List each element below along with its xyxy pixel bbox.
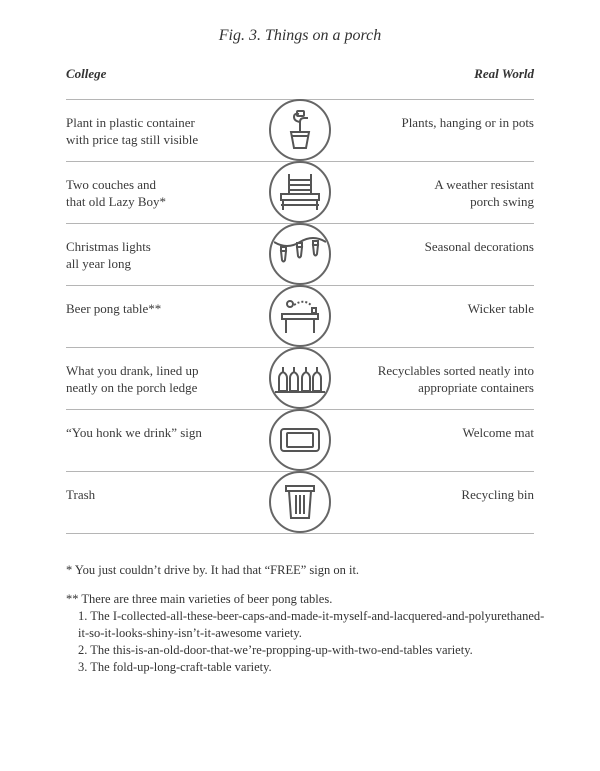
- beer-pong-varieties-list: [66, 608, 546, 676]
- porch-swing-icon: [269, 161, 331, 223]
- mat-icon: [269, 409, 331, 471]
- real-world-item: Seasonal decorations: [424, 239, 534, 254]
- college-item: What you drank, lined up neatly on the porch ledge: [66, 363, 199, 395]
- table-row: [66, 99, 534, 161]
- college-item: “You honk we drink” sign: [66, 425, 202, 440]
- real-world-item: Plants, hanging or in pots: [401, 115, 534, 130]
- college-item: Beer pong table**: [66, 301, 162, 316]
- footnote-2: ** There are three main varieties of beer pong tables.: [66, 592, 333, 606]
- real-world-item: Welcome mat: [462, 425, 534, 440]
- table-row: [66, 285, 534, 347]
- table-row: [66, 409, 534, 471]
- column-header-real-world: Real World: [474, 66, 534, 81]
- table-row: [66, 471, 534, 534]
- bottles-icon: [269, 347, 331, 409]
- real-world-item: Recyclables sorted neatly into appropriate containers: [377, 363, 534, 395]
- footnote-1: * You just couldn’t drive by. It had that “FREE” sign on it.: [66, 563, 360, 577]
- table-row: [66, 161, 534, 223]
- list-item: 1. The I-collected-all-these-beer-caps-and-made-it-myself-and-lacquered-and-polyurethaned-it-so-it-looks-shiny-isn’t-it-awesome variety.: [78, 609, 545, 640]
- figure-title: Fig. 3. Things on a porch: [218, 27, 382, 44]
- table-row: [66, 347, 534, 409]
- real-world-item: Recycling bin: [461, 487, 534, 502]
- footnotes: [66, 562, 546, 676]
- string-lights-icon: [269, 223, 331, 285]
- college-item: Two couches and that old Lazy Boy*: [66, 177, 167, 209]
- list-item: 3. The fold-up-long-craft-table variety.: [78, 660, 272, 674]
- table-row: [66, 223, 534, 285]
- comparison-table: [66, 99, 534, 534]
- college-item: Christmas lights all year long: [66, 239, 151, 271]
- column-header-college: College: [66, 66, 107, 81]
- college-item: Trash: [66, 487, 96, 502]
- real-world-item: Wicker table: [467, 301, 534, 316]
- beer-pong-table-icon: [269, 285, 331, 347]
- college-item: Plant in plastic container with price tag still visible: [66, 115, 199, 147]
- potted-plant-icon: [269, 99, 331, 161]
- list-item: 2. The this-is-an-old-door-that-we’re-propping-up-with-two-end-tables variety.: [78, 643, 473, 657]
- bin-icon: [269, 471, 331, 533]
- real-world-item: A weather resistant porch swing: [434, 177, 534, 209]
